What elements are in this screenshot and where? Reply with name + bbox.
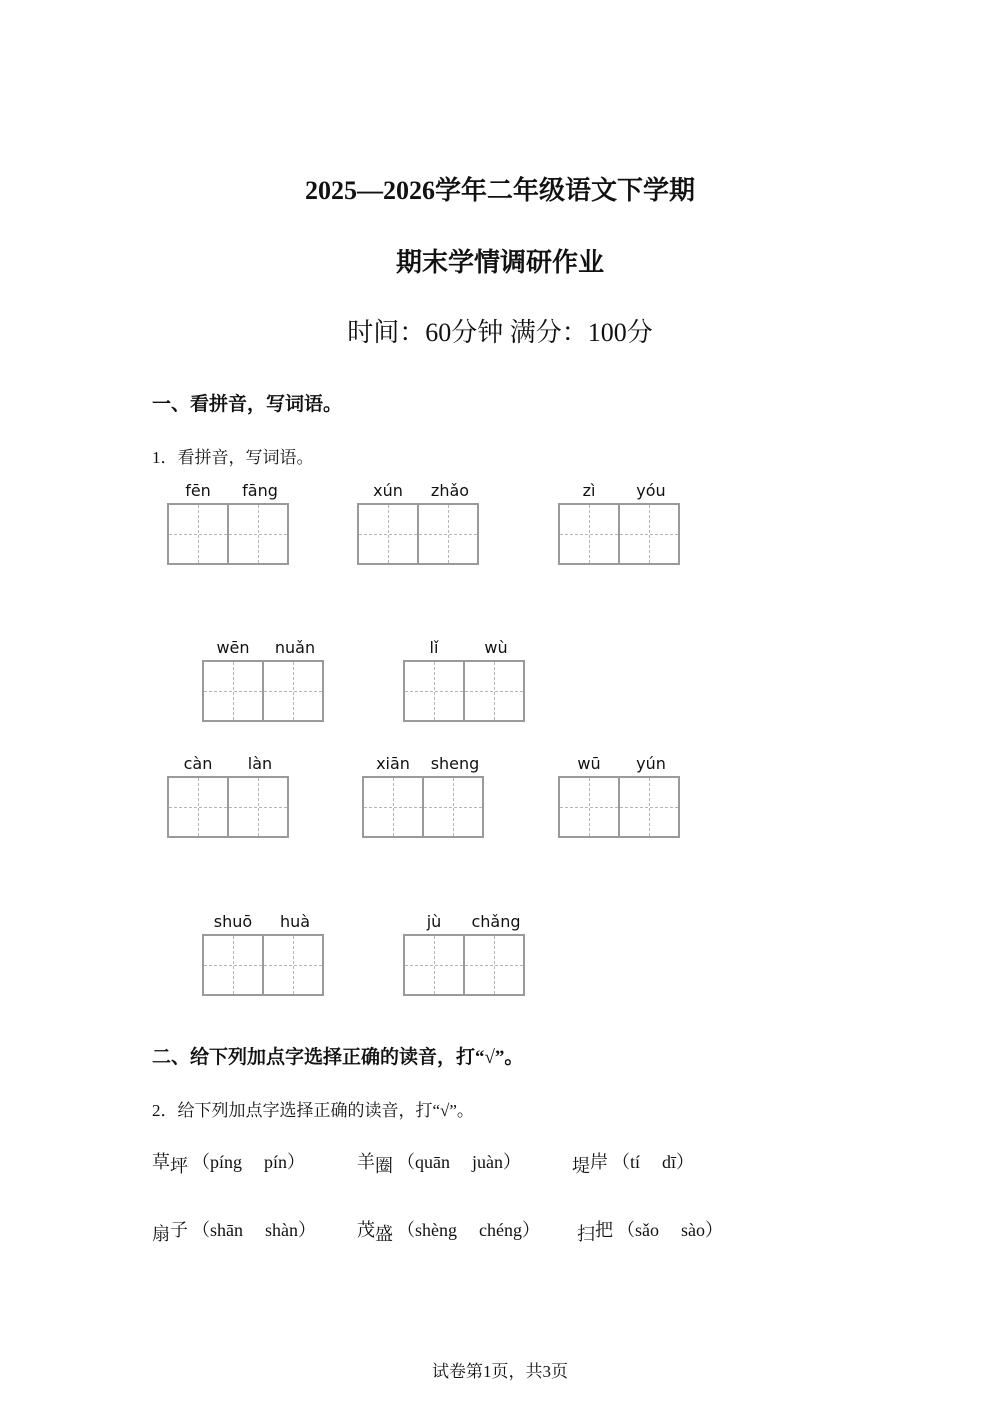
tian-grid-box[interactable]	[618, 503, 680, 565]
pinyin-group	[357, 481, 483, 565]
dotted-char: 坪	[170, 1156, 188, 1177]
option-b[interactable]: pín）	[264, 1152, 306, 1172]
pronunciation-choice	[572, 1148, 695, 1177]
pinyin-syllable: càn	[183, 754, 213, 773]
option-b[interactable]: juàn）	[472, 1152, 521, 1172]
tian-grid-box[interactable]	[417, 503, 479, 565]
pinyin-syllable: fāng	[242, 481, 278, 500]
option-a[interactable]: （quān	[397, 1152, 450, 1172]
pinyin-syllable: zhǎo	[430, 481, 470, 500]
pinyin-syllable: wù	[484, 638, 508, 657]
option-a[interactable]: （sǎo	[617, 1220, 659, 1240]
char: 岸	[590, 1152, 608, 1173]
tian-grid-box[interactable]	[167, 503, 229, 565]
char: 把	[595, 1220, 613, 1241]
pinyin-syllable: yóu	[636, 481, 666, 500]
dotted-char: 盛	[375, 1224, 393, 1245]
pronunciation-choice	[152, 1216, 316, 1245]
exam-meta: 时间：60分钟 满分：100分	[347, 318, 653, 347]
pinyin-syllable: làn	[247, 754, 273, 773]
exam-title-line1: 2025—2026学年二年级语文下学期	[304, 176, 695, 205]
pinyin-syllable: huà	[279, 912, 311, 931]
pinyin-group	[202, 638, 328, 722]
section1-heading: 一、看拼音，写词语。	[152, 394, 343, 415]
pinyin-group	[167, 481, 293, 565]
option-b[interactable]: chéng）	[479, 1220, 540, 1240]
pinyin-syllable: lǐ	[429, 638, 439, 657]
dotted-char: 堤	[572, 1156, 590, 1177]
pinyin-syllable: yún	[636, 754, 666, 773]
pinyin-syllable: nuǎn	[274, 638, 316, 657]
option-a[interactable]: （shèng	[397, 1220, 457, 1240]
option-b[interactable]: dī）	[662, 1152, 695, 1172]
option-b[interactable]: sào）	[681, 1220, 723, 1240]
pinyin-group	[558, 481, 684, 565]
tian-grid-box[interactable]	[403, 660, 465, 722]
char: 子	[170, 1220, 188, 1241]
tian-grid-box[interactable]	[227, 503, 289, 565]
section2-heading: 二、给下列加点字选择正确的读音，打“√”。	[152, 1047, 524, 1068]
pinyin-syllable: zì	[582, 481, 596, 500]
pinyin-syllable: xiān	[376, 754, 410, 773]
pinyin-syllable: shuō	[213, 912, 253, 931]
tian-grid-box[interactable]	[357, 503, 419, 565]
tian-grid-box[interactable]	[558, 503, 620, 565]
char: 草	[152, 1152, 170, 1173]
pinyin-group	[167, 754, 293, 838]
dotted-char: 扫	[577, 1224, 595, 1245]
tian-grid-box[interactable]	[463, 934, 525, 996]
tian-grid-box[interactable]	[167, 776, 229, 838]
pinyin-group	[403, 638, 529, 722]
tian-grid-box[interactable]	[403, 934, 465, 996]
pinyin-group	[362, 754, 488, 838]
pinyin-syllable: fēn	[185, 481, 211, 500]
tian-grid-box[interactable]	[227, 776, 289, 838]
tian-grid-box[interactable]	[362, 776, 424, 838]
tian-grid-box[interactable]	[463, 660, 525, 722]
pronunciation-choice	[152, 1148, 306, 1177]
tian-grid-box[interactable]	[618, 776, 680, 838]
pronunciation-choice	[357, 1148, 521, 1177]
pinyin-group	[558, 754, 684, 838]
page-number: 试卷第1页，共3页	[432, 1362, 568, 1381]
dotted-char: 圈	[375, 1156, 393, 1177]
tian-grid-box[interactable]	[202, 934, 264, 996]
question2-text: 2．给下列加点字选择正确的读音，打“√”。	[152, 1101, 474, 1120]
option-a[interactable]: （shān	[192, 1220, 243, 1240]
tian-grid-box[interactable]	[202, 660, 264, 722]
pinyin-syllable: wū	[577, 754, 601, 773]
tian-grid-box[interactable]	[262, 660, 324, 722]
char: 羊	[357, 1152, 375, 1173]
tian-grid-box[interactable]	[558, 776, 620, 838]
pinyin-syllable: wēn	[216, 638, 250, 657]
pinyin-syllable: chǎng	[471, 912, 521, 931]
char: 茂	[357, 1220, 375, 1241]
pronunciation-choice	[357, 1216, 540, 1245]
pronunciation-choice	[577, 1216, 723, 1245]
pinyin-syllable: sheng	[430, 754, 480, 773]
tian-grid-box[interactable]	[262, 934, 324, 996]
pinyin-group	[202, 912, 328, 996]
question1-text: 1．看拼音，写词语。	[152, 448, 314, 467]
tian-grid-box[interactable]	[422, 776, 484, 838]
dotted-char: 扇	[152, 1224, 170, 1245]
pinyin-syllable: jù	[426, 912, 442, 931]
option-a[interactable]: （píng	[192, 1152, 243, 1172]
pinyin-syllable: xún	[373, 481, 403, 500]
option-b[interactable]: shàn）	[265, 1220, 316, 1240]
option-a[interactable]: （tí	[612, 1152, 641, 1172]
pinyin-group	[403, 912, 529, 996]
exam-title-line2: 期末学情调研作业	[395, 248, 604, 277]
